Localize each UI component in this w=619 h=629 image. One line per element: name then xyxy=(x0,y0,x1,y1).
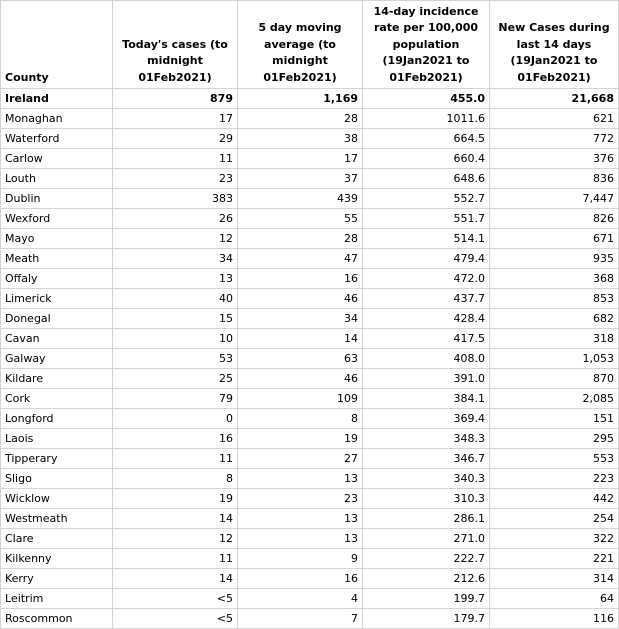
moving-average-cell: 19 xyxy=(238,429,363,449)
total-today-cases: 879 xyxy=(113,89,238,109)
table-row xyxy=(1,409,619,429)
table-row xyxy=(1,189,619,209)
new-cases-14-days-cell: 772 xyxy=(490,129,619,149)
table-row xyxy=(1,109,619,129)
incidence-rate-cell: 369.4 xyxy=(363,409,490,429)
today-cases-cell: 14 xyxy=(113,509,238,529)
incidence-rate-cell: 417.5 xyxy=(363,329,490,349)
county-cell: Longford xyxy=(1,409,113,429)
county-cell: Cavan xyxy=(1,329,113,349)
incidence-rate-cell: 271.0 xyxy=(363,529,490,549)
today-cases-cell: 26 xyxy=(113,209,238,229)
table-row xyxy=(1,149,619,169)
incidence-rate-cell: 212.6 xyxy=(363,569,490,589)
moving-average-cell: 7 xyxy=(238,609,363,629)
today-cases-cell: 10 xyxy=(113,329,238,349)
incidence-rate-cell: 340.3 xyxy=(363,469,490,489)
county-cell: Tipperary xyxy=(1,449,113,469)
table-row xyxy=(1,569,619,589)
today-cases-cell: 23 xyxy=(113,169,238,189)
header-moving-average: 5 day moving average (to midnight 01Feb2021) xyxy=(238,1,363,89)
new-cases-14-days-cell: 318 xyxy=(490,329,619,349)
moving-average-cell: 34 xyxy=(238,309,363,329)
today-cases-cell: 79 xyxy=(113,389,238,409)
county-cell: Roscommon xyxy=(1,609,113,629)
header-row xyxy=(1,1,619,89)
today-cases-cell: 40 xyxy=(113,289,238,309)
today-cases-cell: 13 xyxy=(113,269,238,289)
moving-average-cell: 47 xyxy=(238,249,363,269)
incidence-rate-cell: 648.6 xyxy=(363,169,490,189)
new-cases-14-days-cell: 826 xyxy=(490,209,619,229)
incidence-rate-cell: 472.0 xyxy=(363,269,490,289)
county-cell: Limerick xyxy=(1,289,113,309)
table-row xyxy=(1,589,619,609)
county-cell: Kilkenny xyxy=(1,549,113,569)
new-cases-14-days-cell: 314 xyxy=(490,569,619,589)
table-row xyxy=(1,509,619,529)
new-cases-14-days-cell: 223 xyxy=(490,469,619,489)
table-row xyxy=(1,389,619,409)
today-cases-cell: 15 xyxy=(113,309,238,329)
today-cases-cell: <5 xyxy=(113,609,238,629)
new-cases-14-days-cell: 935 xyxy=(490,249,619,269)
table-row xyxy=(1,449,619,469)
new-cases-14-days-cell: 853 xyxy=(490,289,619,309)
county-cell: Kerry xyxy=(1,569,113,589)
moving-average-cell: 16 xyxy=(238,269,363,289)
county-cell: Donegal xyxy=(1,309,113,329)
moving-average-cell: 27 xyxy=(238,449,363,469)
county-cell: Wicklow xyxy=(1,489,113,509)
moving-average-cell: 38 xyxy=(238,129,363,149)
new-cases-14-days-cell: 870 xyxy=(490,369,619,389)
moving-average-cell: 16 xyxy=(238,569,363,589)
moving-average-cell: 9 xyxy=(238,549,363,569)
moving-average-cell: 55 xyxy=(238,209,363,229)
incidence-rate-cell: 551.7 xyxy=(363,209,490,229)
header-incidence-rate: 14-day incidence rate per 100,000 population (19Jan2021 to 01Feb2021) xyxy=(363,1,490,89)
today-cases-cell: 0 xyxy=(113,409,238,429)
table-row xyxy=(1,489,619,509)
table-row xyxy=(1,309,619,329)
today-cases-cell: 17 xyxy=(113,109,238,129)
moving-average-cell: 4 xyxy=(238,589,363,609)
today-cases-cell: 19 xyxy=(113,489,238,509)
new-cases-14-days-cell: 1,053 xyxy=(490,349,619,369)
new-cases-14-days-cell: 116 xyxy=(490,609,619,629)
table-row xyxy=(1,249,619,269)
county-cell: Carlow xyxy=(1,149,113,169)
incidence-rate-cell: 391.0 xyxy=(363,369,490,389)
table-row xyxy=(1,429,619,449)
today-cases-cell: 11 xyxy=(113,449,238,469)
moving-average-cell: 439 xyxy=(238,189,363,209)
moving-average-cell: 37 xyxy=(238,169,363,189)
today-cases-cell: 11 xyxy=(113,549,238,569)
incidence-rate-cell: 199.7 xyxy=(363,589,490,609)
moving-average-cell: 28 xyxy=(238,229,363,249)
county-cell: Leitrim xyxy=(1,589,113,609)
new-cases-14-days-cell: 151 xyxy=(490,409,619,429)
moving-average-cell: 13 xyxy=(238,509,363,529)
today-cases-cell: 383 xyxy=(113,189,238,209)
new-cases-14-days-cell: 376 xyxy=(490,149,619,169)
total-new-cases-14-days: 21,668 xyxy=(490,89,619,109)
today-cases-cell: 8 xyxy=(113,469,238,489)
today-cases-cell: 12 xyxy=(113,529,238,549)
county-cell: Offaly xyxy=(1,269,113,289)
county-cell: Clare xyxy=(1,529,113,549)
new-cases-14-days-cell: 671 xyxy=(490,229,619,249)
new-cases-14-days-cell: 553 xyxy=(490,449,619,469)
header-today-cases: Today's cases (to midnight 01Feb2021) xyxy=(113,1,238,89)
moving-average-cell: 63 xyxy=(238,349,363,369)
table-row xyxy=(1,549,619,569)
county-cell: Cork xyxy=(1,389,113,409)
incidence-rate-cell: 428.4 xyxy=(363,309,490,329)
moving-average-cell: 13 xyxy=(238,529,363,549)
table-row xyxy=(1,529,619,549)
moving-average-cell: 8 xyxy=(238,409,363,429)
total-moving-average: 1,169 xyxy=(238,89,363,109)
today-cases-cell: <5 xyxy=(113,589,238,609)
new-cases-14-days-cell: 7,447 xyxy=(490,189,619,209)
incidence-rate-cell: 384.1 xyxy=(363,389,490,409)
table-row xyxy=(1,169,619,189)
moving-average-cell: 14 xyxy=(238,329,363,349)
today-cases-cell: 16 xyxy=(113,429,238,449)
new-cases-14-days-cell: 368 xyxy=(490,269,619,289)
new-cases-14-days-cell: 221 xyxy=(490,549,619,569)
new-cases-14-days-cell: 64 xyxy=(490,589,619,609)
table-row xyxy=(1,469,619,489)
county-cell: Sligo xyxy=(1,469,113,489)
incidence-rate-cell: 479.4 xyxy=(363,249,490,269)
today-cases-cell: 29 xyxy=(113,129,238,149)
table-row xyxy=(1,609,619,629)
table-row xyxy=(1,369,619,389)
table-row xyxy=(1,289,619,309)
county-cell: Mayo xyxy=(1,229,113,249)
county-cell: Dublin xyxy=(1,189,113,209)
incidence-rate-cell: 1011.6 xyxy=(363,109,490,129)
moving-average-cell: 109 xyxy=(238,389,363,409)
table-row xyxy=(1,209,619,229)
today-cases-cell: 34 xyxy=(113,249,238,269)
county-cell: Waterford xyxy=(1,129,113,149)
incidence-rate-cell: 346.7 xyxy=(363,449,490,469)
county-cell: Louth xyxy=(1,169,113,189)
incidence-rate-cell: 222.7 xyxy=(363,549,490,569)
new-cases-14-days-cell: 295 xyxy=(490,429,619,449)
incidence-rate-cell: 348.3 xyxy=(363,429,490,449)
county-cell: Westmeath xyxy=(1,509,113,529)
moving-average-cell: 23 xyxy=(238,489,363,509)
today-cases-cell: 11 xyxy=(113,149,238,169)
today-cases-cell: 25 xyxy=(113,369,238,389)
incidence-rate-cell: 408.0 xyxy=(363,349,490,369)
table-row xyxy=(1,129,619,149)
new-cases-14-days-cell: 2,085 xyxy=(490,389,619,409)
incidence-rate-cell: 286.1 xyxy=(363,509,490,529)
table-row xyxy=(1,229,619,249)
incidence-rate-cell: 437.7 xyxy=(363,289,490,309)
moving-average-cell: 17 xyxy=(238,149,363,169)
county-cell: Monaghan xyxy=(1,109,113,129)
total-row xyxy=(1,89,619,109)
moving-average-cell: 13 xyxy=(238,469,363,489)
county-cell: Kildare xyxy=(1,369,113,389)
today-cases-cell: 14 xyxy=(113,569,238,589)
new-cases-14-days-cell: 621 xyxy=(490,109,619,129)
header-new-cases-14-days: New Cases during last 14 days (19Jan2021 to 01Feb2021) xyxy=(490,1,619,89)
table-body xyxy=(1,89,619,629)
county-cell: Wexford xyxy=(1,209,113,229)
today-cases-cell: 12 xyxy=(113,229,238,249)
moving-average-cell: 28 xyxy=(238,109,363,129)
new-cases-14-days-cell: 836 xyxy=(490,169,619,189)
header-county: County xyxy=(1,1,113,89)
incidence-rate-cell: 514.1 xyxy=(363,229,490,249)
moving-average-cell: 46 xyxy=(238,289,363,309)
county-cell: Galway xyxy=(1,349,113,369)
new-cases-14-days-cell: 322 xyxy=(490,529,619,549)
total-incidence-rate: 455.0 xyxy=(363,89,490,109)
today-cases-cell: 53 xyxy=(113,349,238,369)
table-row xyxy=(1,349,619,369)
incidence-rate-cell: 660.4 xyxy=(363,149,490,169)
county-cell: Laois xyxy=(1,429,113,449)
total-county: Ireland xyxy=(1,89,113,109)
table-row xyxy=(1,329,619,349)
moving-average-cell: 46 xyxy=(238,369,363,389)
incidence-rate-cell: 179.7 xyxy=(363,609,490,629)
incidence-rate-cell: 310.3 xyxy=(363,489,490,509)
incidence-rate-cell: 552.7 xyxy=(363,189,490,209)
incidence-rate-cell: 664.5 xyxy=(363,129,490,149)
table-header xyxy=(1,1,619,89)
county-cell: Meath xyxy=(1,249,113,269)
table-row xyxy=(1,269,619,289)
new-cases-14-days-cell: 254 xyxy=(490,509,619,529)
new-cases-14-days-cell: 682 xyxy=(490,309,619,329)
new-cases-14-days-cell: 442 xyxy=(490,489,619,509)
